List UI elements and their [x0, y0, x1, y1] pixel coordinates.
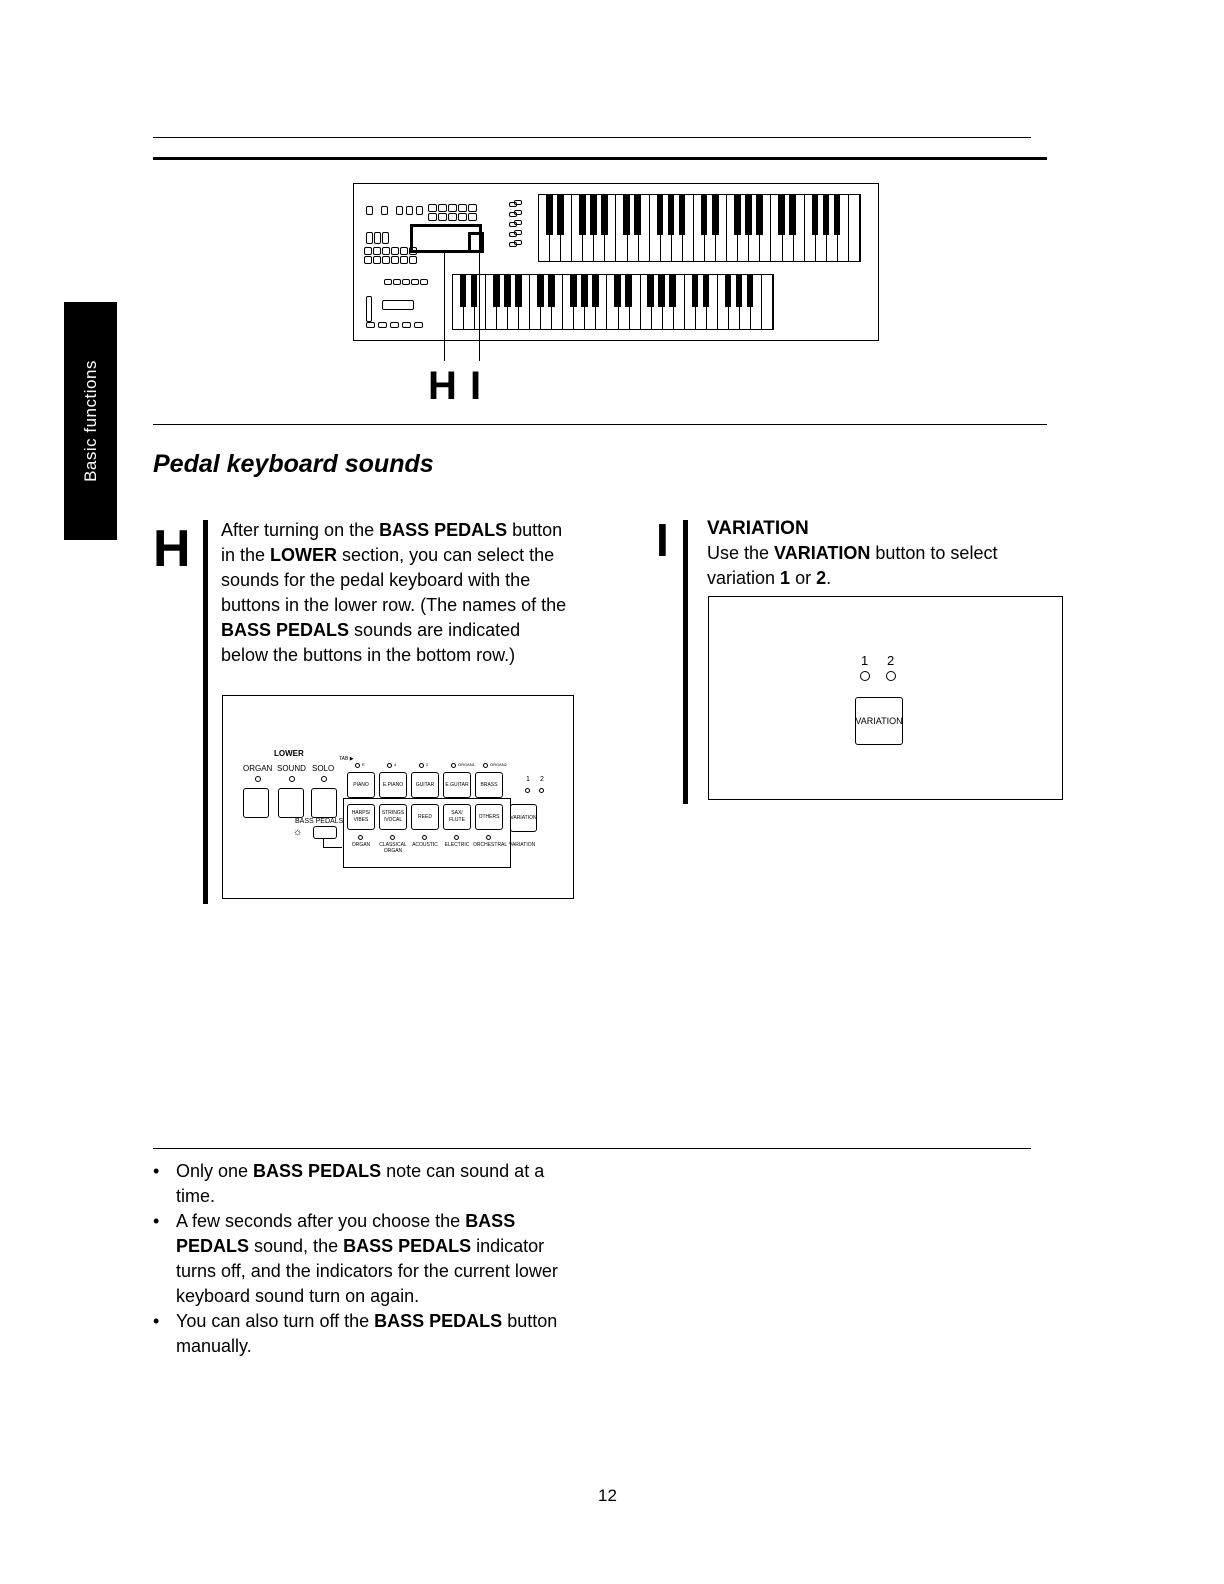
i-bar — [683, 520, 688, 804]
panel-button — [414, 322, 423, 328]
panel-button — [373, 256, 381, 264]
pedal-sound-label: ORGAN — [351, 842, 371, 848]
panel-button — [366, 232, 373, 244]
note-item: • You can also turn off the BASS PEDALS button manually. — [153, 1311, 558, 1356]
tab-led-label: E — [362, 762, 365, 767]
variation-button-small[interactable]: VARIATION — [510, 804, 537, 832]
white-key — [838, 195, 849, 261]
white-key — [794, 195, 805, 261]
panel-button — [458, 213, 467, 221]
var-num-1: 1 — [526, 776, 530, 783]
lower-keyboard — [452, 274, 774, 330]
organ-diagram — [353, 183, 879, 341]
panel-button — [448, 204, 457, 212]
white-key — [552, 275, 563, 329]
notes-rule — [153, 1148, 1031, 1149]
white-key — [475, 275, 486, 329]
white-key — [630, 275, 641, 329]
sound-button[interactable]: REED — [411, 804, 439, 830]
sound-button[interactable]: PIANO — [347, 772, 375, 798]
sound-button[interactable]: E.GUITAR — [443, 772, 471, 798]
variation-button[interactable]: VARIATION — [855, 697, 903, 745]
tab-led-label: ORGAN1 — [458, 762, 475, 767]
panel-button — [382, 256, 390, 264]
panel-button — [366, 296, 372, 322]
panel-button — [416, 206, 423, 215]
callout-line-h — [444, 253, 445, 361]
h-panel-figure — [222, 695, 574, 899]
variation-num-2: 2 — [887, 653, 895, 668]
panel-button — [391, 256, 399, 264]
callout-line-i — [479, 253, 480, 361]
panel-button — [382, 300, 414, 310]
white-key — [674, 275, 685, 329]
panel-button — [378, 322, 387, 328]
lit-indicator-icon: ☼ — [293, 827, 303, 838]
panel-button — [382, 232, 389, 244]
organ-button[interactable] — [243, 788, 269, 818]
tab-led-label: 4 — [394, 762, 397, 767]
pedal-sound-label: ORCHESTRAL — [473, 842, 508, 848]
h-text: After turning on the BASS PEDALS button in the LOWER section, you can select the sounds for the pedal keyboard with the buttons in the lower row. (The names of the BASS PEDALS sounds are indicated below the buttons in the bottom row.) — [221, 520, 567, 665]
sound-button[interactable]: OTHERS — [475, 804, 503, 830]
note-item: • Only one BASS PEDALS note can sound at a time. — [153, 1161, 545, 1206]
organ-led — [255, 776, 261, 782]
tab-led-label: ORGAN2 — [490, 762, 507, 767]
sound-label: SOUND — [277, 764, 306, 773]
callout-h: H — [428, 364, 457, 408]
solo-button[interactable] — [311, 788, 337, 818]
panel-button — [373, 247, 381, 255]
panel-button — [448, 213, 457, 221]
side-tab-label: Basic functions — [80, 360, 100, 482]
i-panel-figure — [708, 596, 1063, 800]
sound-button[interactable]: SAX/ FLUTE — [443, 804, 471, 830]
bass-pedals-label: BASS PEDALS — [295, 818, 344, 825]
panel-button — [411, 279, 419, 285]
panel-button — [514, 230, 522, 235]
sound-button[interactable]: HARPS/ VIBES — [347, 804, 375, 830]
panel-button — [374, 232, 381, 244]
white-key — [849, 195, 860, 261]
panel-button — [400, 256, 408, 264]
panel-button — [366, 322, 375, 328]
callout-i: I — [470, 364, 482, 408]
sound-button[interactable]: STRINGS /VOCAL — [379, 804, 407, 830]
panel-button — [514, 200, 522, 205]
i-letter: I — [656, 514, 669, 566]
sound-button[interactable]: E.PIANO — [379, 772, 407, 798]
panel-button — [468, 213, 477, 221]
panel-button — [438, 213, 447, 221]
sound-button[interactable]: GUITAR — [411, 772, 439, 798]
white-key — [683, 195, 694, 261]
side-tab — [64, 302, 117, 540]
section-rule — [153, 424, 1047, 425]
panel-button — [428, 204, 437, 212]
panel-button — [381, 206, 388, 215]
white-key — [751, 275, 762, 329]
tab-led — [355, 763, 360, 768]
white-key — [762, 275, 773, 329]
h-bar — [203, 520, 208, 904]
note-item: • A few seconds after you choose the BASS PEDALS sound, the BASS PEDALS indicator turns off, and the indicators for the current lower keyboard sound turn on again. — [153, 1211, 558, 1306]
panel-button — [364, 256, 372, 264]
panel-button — [402, 322, 411, 328]
tab-led — [483, 763, 488, 768]
panel-button — [406, 206, 413, 215]
panel-button — [468, 204, 477, 212]
top-rule-thin — [153, 137, 1031, 138]
panel-button — [420, 279, 428, 285]
top-rule-thick — [153, 157, 1047, 160]
tab-led — [387, 763, 392, 768]
tab-led — [419, 763, 424, 768]
white-key — [760, 195, 771, 261]
tab-led-label: 2 — [426, 762, 429, 767]
panel-button — [391, 247, 399, 255]
i-heading: VARIATION — [707, 518, 809, 539]
panel-button — [514, 210, 522, 215]
panel-button — [514, 240, 522, 245]
variation-led-2 — [886, 671, 896, 681]
panel-button — [438, 204, 447, 212]
white-key — [605, 195, 616, 261]
tab-label: TAB ▶ — [339, 756, 354, 762]
white-key — [519, 275, 530, 329]
i-text: Use the VARIATION button to select variation 1 or 2. — [707, 543, 998, 588]
white-key — [716, 195, 727, 261]
white-key — [561, 195, 572, 261]
pedal-variation-label: VARIATION — [509, 842, 536, 848]
panel-button — [428, 213, 437, 221]
pedal-sound-label: ACOUSTIC — [412, 842, 438, 848]
pedal-sound-label: ELECTRIC — [444, 842, 470, 848]
panel-button — [382, 247, 390, 255]
variation-num-1: 1 — [861, 653, 869, 668]
h-letter: H — [153, 520, 191, 578]
section-title: Pedal keyboard sounds — [153, 450, 434, 478]
bass-pedals-button[interactable] — [313, 826, 337, 839]
page-number: 12 — [598, 1486, 617, 1505]
tab-led — [451, 763, 456, 768]
panel-button — [390, 322, 399, 328]
white-key — [639, 195, 650, 261]
panel-button — [364, 247, 372, 255]
var-led-2 — [539, 788, 544, 793]
white-key — [596, 275, 607, 329]
panel-button — [402, 279, 410, 285]
var-led-1 — [525, 788, 530, 793]
solo-label: SOLO — [312, 764, 335, 773]
var-num-2: 2 — [540, 776, 544, 783]
panel-button — [458, 204, 467, 212]
lower-label: LOWER — [274, 749, 304, 758]
solo-led — [321, 776, 327, 782]
pedal-sound-label: CLASSICAL ORGAN — [379, 842, 407, 854]
sound-button[interactable] — [278, 788, 304, 818]
panel-button — [409, 256, 417, 264]
connector-line — [323, 839, 342, 848]
pedal-sounds-frame — [343, 798, 511, 868]
panel-button — [393, 279, 401, 285]
upper-keyboard — [538, 194, 861, 262]
white-key — [707, 275, 718, 329]
organ-label: ORGAN — [243, 764, 273, 773]
panel-button — [366, 206, 373, 215]
panel-button — [396, 206, 403, 215]
panel-button — [384, 279, 392, 285]
sound-button[interactable]: BRASS — [475, 772, 503, 798]
variation-led-1 — [860, 671, 870, 681]
notes-list — [153, 1159, 583, 1359]
panel-button — [514, 220, 522, 225]
highlight-box-i — [468, 232, 484, 253]
sound-led — [289, 776, 295, 782]
panel-button — [400, 247, 408, 255]
